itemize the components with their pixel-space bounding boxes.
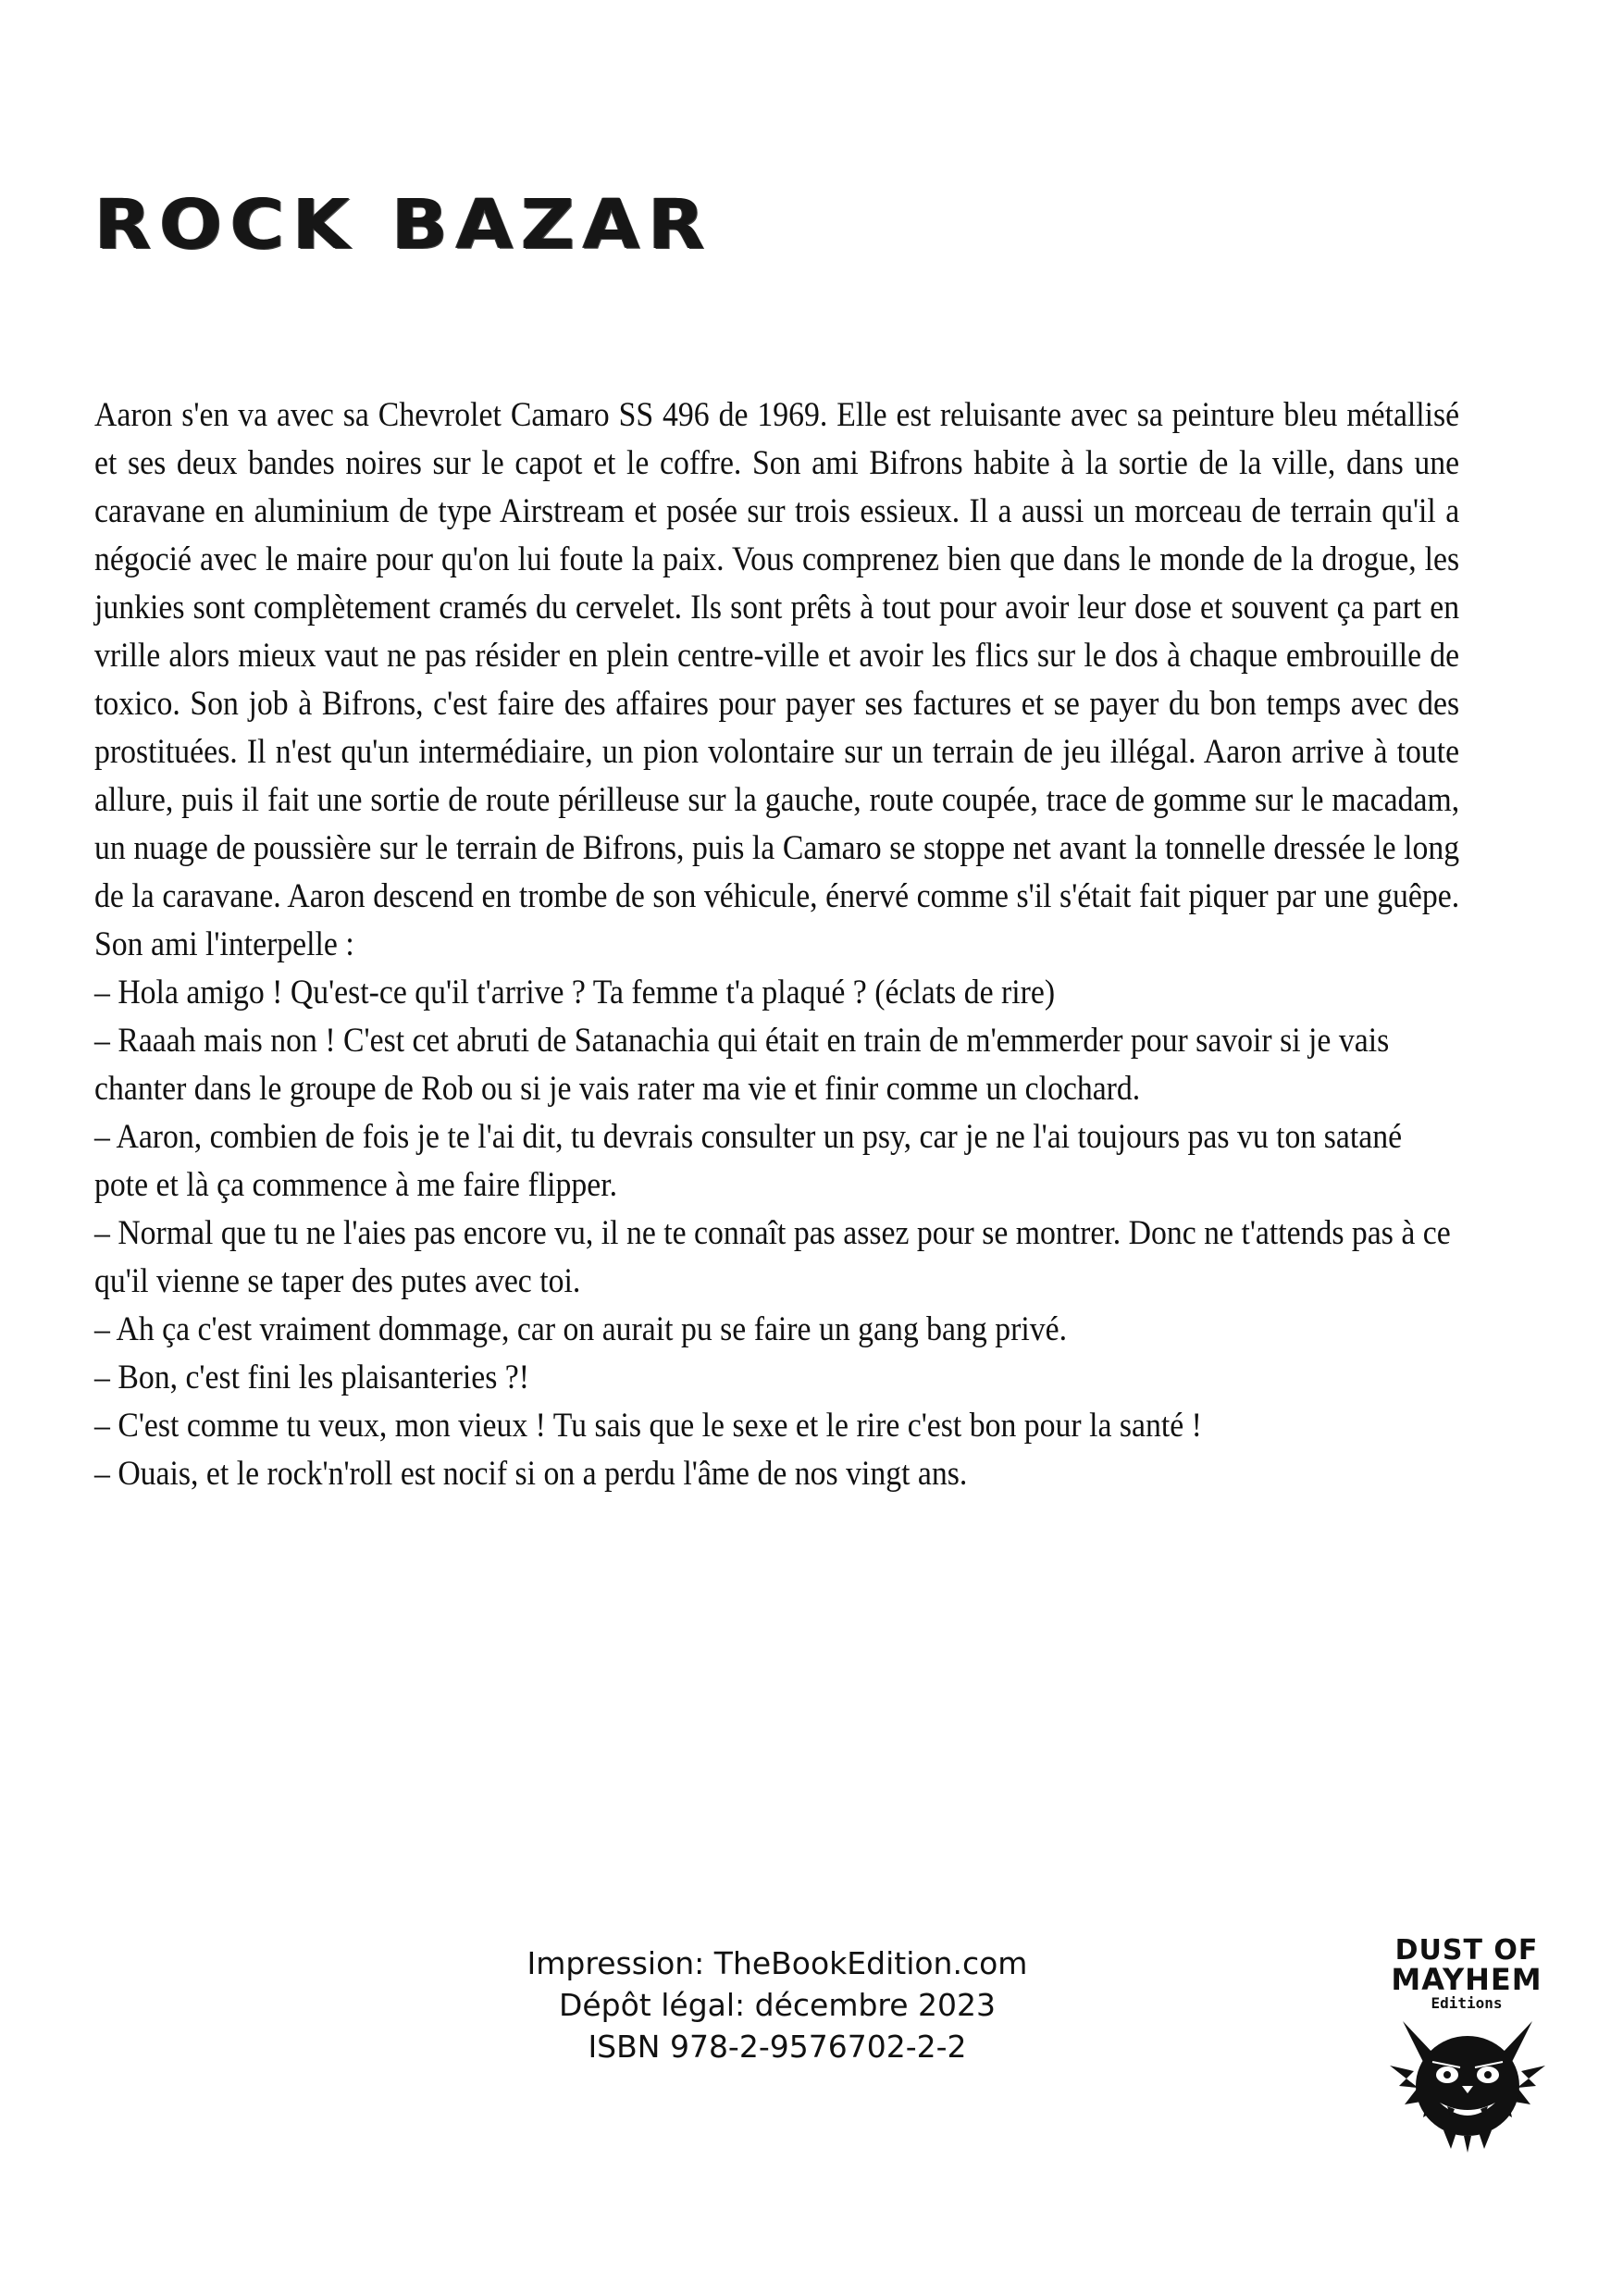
book-title: ROCK BAZAR — [94, 185, 713, 265]
dialogue-line: – Bon, c'est fini les plaisanteries ?! — [94, 1359, 530, 1396]
dialogue-line: – Ah ça c'est vraiment dommage, car on aurait pu se faire un gang bang privé. — [94, 1310, 1068, 1348]
logo-line-3: Editions — [1431, 1994, 1503, 2012]
logo-line-1: DUST OF — [1394, 1934, 1539, 1967]
printer-line: Impression: TheBookEdition.com — [527, 1945, 1028, 1981]
dialogue-line: – Raaah mais non ! C'est cet abruti de Satanachia qui était en train de m'emmerder pour savoir si je vais chanter dans le groupe de Rob ou si je vais rater ma vie et finir comme un clochard. — [94, 1022, 1390, 1108]
dialogue-line: – Ouais, et le rock'n'roll est nocif si on a perdu l'âme de nos vingt ans. — [94, 1455, 968, 1493]
dialogue-line: – C'est comme tu veux, mon vieux ! Tu sais que le sexe et le rire c'est bon pour la santé ! — [94, 1407, 1202, 1445]
isbn-line: ISBN 978-2-9576702-2-2 — [588, 2029, 967, 2065]
narrative-paragraph: Aaron s'en va avec sa Chevrolet Camaro SS 496 de 1969. Elle est reluisante avec sa peinture bleu métallisé et ses deux bandes noires sur le capot et le coffre. Son ami Bifrons habite à la sortie de la ville, dans une caravane en aluminium de type Airstream et posée sur trois essieux. Il a aussi un morceau de terrain qu'il a négocié avec le maire pour qu'on lui foute la paix. Vous comprenez bien que dans le monde de la drogue, les junkies sont complètement cramés du cervelet. Ils sont prêts à tout pour avoir leur dose et souvent ça part en vrille alors mieux vaut ne pas résider en plein centre-ville et avoir les flics sur le dos à chaque embrouille de toxico. Son job à Bifrons, c'est faire des affaires pour payer ses factures et se payer du bon temps avec des prostituées. Il n'est qu'un intermédiaire, un pion volontaire sur un terrain de jeu illégal. Aaron arrive à toute allure, puis il fait une sortie de route périlleuse sur la gauche, route coupée, trace de gomme sur le macadam, un nuage de poussière sur le terrain de Bifrons, puis la Camaro se stoppe net avant la tonnelle dressée le long de la caravane. Aaron descend en trombe de son véhicule, énervé comme s'il s'était fait piquer par une guêpe. Son ami l'interpelle : — [94, 396, 1460, 963]
publisher-logo — [1379, 1936, 1555, 2158]
legal-deposit-line: Dépôt légal: décembre 2023 — [558, 1987, 997, 2023]
dialogue-line: – Hola amigo ! Qu'est-ce qu'il t'arrive ? Ta femme t'a plaqué ? (éclats de rire) — [94, 974, 1056, 1011]
dialogue-line: – Normal que tu ne l'aies pas encore vu, il ne te connaît pas assez pour se montrer. Donc ne t'attends pas à ce qu'il vienne se taper des putes avec toi. — [94, 1214, 1451, 1300]
bat-head-icon — [1386, 2014, 1549, 2153]
logo-line-2: MAYHEM — [1391, 1962, 1542, 1997]
dialogue-line: – Aaron, combien de fois je te l'ai dit, tu devrais consulter un psy, car je ne l'ai toujours pas vu ton satané pote et là ça commence à me faire flipper. — [94, 1118, 1403, 1204]
imprint-block — [463, 1942, 1092, 2067]
main-text — [94, 391, 1458, 1498]
dialogue-block — [94, 969, 1458, 1498]
